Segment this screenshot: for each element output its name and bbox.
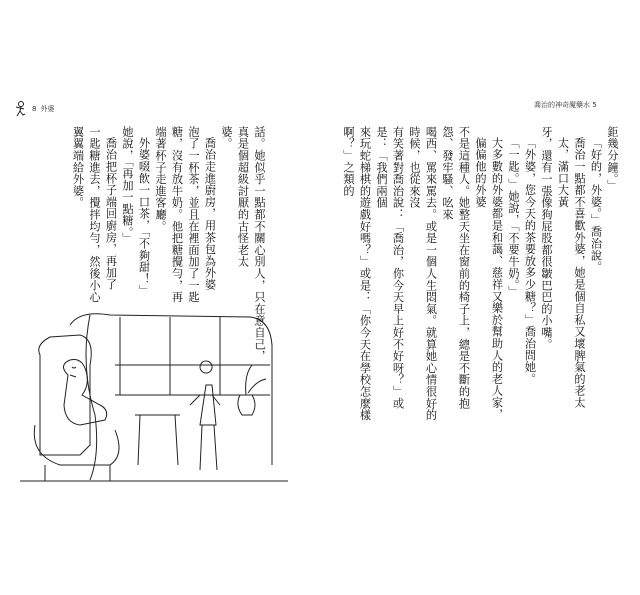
text-column: 有笑著對喬治說：「喬治，你今天早上好不好呀？」或是：「我們兩個 bbox=[375, 126, 405, 410]
text-column: 喬治把杯子端回廚房，再加了 bbox=[104, 137, 118, 291]
text-column: 一匙糖進去，攪拌均勻，然後小心 bbox=[88, 126, 101, 303]
text-column: 外婆啜飲一口茶，「不夠甜！」 bbox=[137, 137, 151, 297]
page-number: 5 bbox=[592, 101, 597, 109]
grandma-figure bbox=[63, 359, 106, 425]
text-column: 不是這種人。她整天坐在窗前的椅子上，總是不斷的抱怨、發牢騷、吆來 bbox=[441, 126, 471, 410]
text-column: 婆。 bbox=[220, 126, 233, 150]
running-figure-icon bbox=[12, 100, 28, 118]
text-column: 牙，還有一張像狗屁股都很皺巴巴的小嘴。 bbox=[540, 126, 553, 351]
text-column: 鉅幾分鐘。」 bbox=[606, 126, 619, 192]
boy-figure bbox=[200, 361, 217, 470]
text-column: 喝西、罵來罵去。或是一個人生悶氣。就算她心情很好的時候，也從來沒 bbox=[408, 126, 438, 421]
right-page bbox=[320, 0, 640, 595]
page-number: 8 bbox=[32, 105, 37, 113]
text-column: 翼翼端給外婆。 bbox=[71, 126, 85, 209]
text-column: 「外婆，您今天的茶要放多少糖？」喬治問她。 bbox=[523, 137, 537, 385]
text-column: 糖，沒有放牛奶。他把糖攪勻，再 bbox=[170, 126, 184, 303]
right-body-text bbox=[342, 126, 620, 426]
window-frame bbox=[70, 314, 272, 465]
text-column: 喬治一點都不喜歡外婆，她是個自私又壞脾氣的老太太，滿口大黃 bbox=[556, 137, 586, 409]
side-table bbox=[135, 415, 180, 465]
left-page-header bbox=[12, 100, 54, 118]
text-column: 「好的，外婆。」喬治說。 bbox=[589, 137, 603, 274]
text-column: 話。她似乎一點都不關心別人，只在意自己，真是個超級討厭的古怪老太 bbox=[236, 126, 266, 362]
right-page-header bbox=[534, 100, 597, 110]
illustration-grandma-and-george bbox=[20, 305, 288, 483]
text-column: 她說，「再加一點糖。」 bbox=[121, 126, 134, 245]
vase bbox=[238, 395, 255, 415]
text-column: 來玩蛇梯棋的遊戲好嗎？」或是：「你今天在學校怎麼樣啊？」之類的 bbox=[342, 126, 372, 421]
chapter-title: 外婆 bbox=[40, 105, 55, 113]
book-title: 喬治的神奇魔藥水 bbox=[534, 101, 590, 109]
text-column: 泡了一杯茶，並且在裡面加了一匙 bbox=[187, 126, 200, 303]
text-column: 喬治走進廚房，用茶包為外婆 bbox=[203, 137, 217, 291]
text-column: 端著杯子走進客廳。 bbox=[154, 126, 167, 233]
text-column: 大多數的外婆都是和藹、慈祥又樂於幫助人的老人家，偏偏他的外婆 bbox=[474, 137, 504, 421]
text-column: 「一匙。」她說，「不要牛奶。」 bbox=[507, 137, 520, 298]
